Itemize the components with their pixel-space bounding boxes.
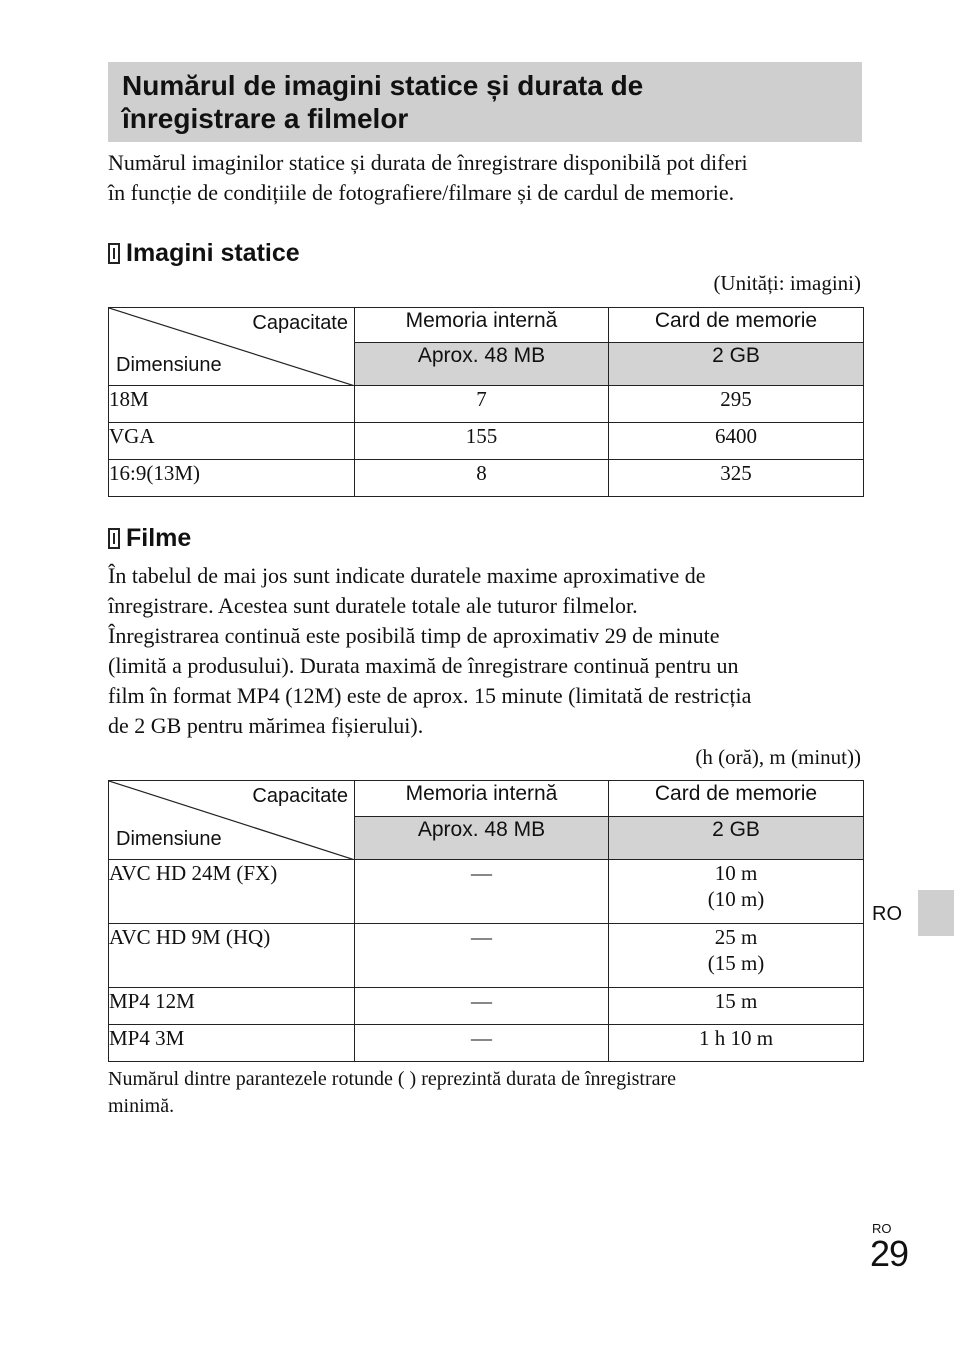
row-internal-value: —: [355, 988, 609, 1025]
section-marker-icon: [108, 528, 120, 549]
table-corner-cell: [109, 308, 355, 386]
table-row: [109, 988, 864, 1025]
table-row: [109, 860, 864, 924]
corner-dimension-label: Dimensiune: [116, 354, 222, 376]
still-images-table: [108, 307, 864, 497]
footnote-line-2: minimă.: [108, 1095, 175, 1117]
movies-heading-text: Filme: [126, 524, 192, 552]
column-subheader-internal: Aprox. 48 MB: [355, 343, 609, 386]
language-side-label: RO: [872, 903, 902, 925]
row-size: AVC HD 9M (HQ): [109, 924, 355, 988]
row-size: 16:9(13M): [109, 460, 355, 497]
corner-capacity-label: Capacitate: [252, 785, 348, 807]
column-header-internal: Memoria internă: [355, 308, 609, 343]
row-size: VGA: [109, 423, 355, 460]
movies-line-3: Înregistrarea continuă este posibilă timp de aproximativ 29 de minute: [108, 623, 720, 648]
corner-capacity-label: Capacitate: [252, 312, 348, 334]
row-internal-value: —: [355, 1025, 609, 1062]
movies-line-4: (limită a produsului). Durata maximă de înregistrare continuă pentru un: [108, 653, 739, 678]
row-card-value: 325: [609, 460, 864, 497]
language-side-tab: [918, 890, 954, 936]
row-size: MP4 3M: [109, 1025, 355, 1062]
row-card-value: 1 h 10 m: [609, 1025, 864, 1062]
row-card-value: 6400: [609, 423, 864, 460]
row-internal-value: —: [355, 924, 609, 988]
row-card-value: 15 m: [609, 988, 864, 1025]
footnote: [108, 1066, 868, 1120]
footnote-line-1: Numărul dintre parantezele rotunde ( ) reprezintă durata de înregistrare: [108, 1068, 677, 1090]
table-row: [109, 423, 864, 460]
row-size: AVC HD 24M (FX): [109, 860, 355, 924]
column-subheader-card: 2 GB: [609, 343, 864, 386]
page-language-code: RO: [872, 1221, 892, 1236]
movies-line-2: înregistrare. Acestea sunt duratele totale ale tuturor filmelor.: [108, 593, 638, 618]
row-card-min-value: (15 m): [707, 951, 765, 975]
corner-dimension-label: Dimensiune: [116, 828, 222, 850]
movies-line-6: de 2 GB pentru mărimea fișierului).: [108, 713, 424, 738]
still-images-heading: [108, 238, 300, 268]
page-title: [108, 62, 862, 142]
row-card-value: 10 m: [714, 861, 758, 885]
page-title-line-1: Numărul de imagini statice și durata de: [122, 70, 644, 101]
row-internal-value: —: [355, 860, 609, 924]
movies-paragraph: [108, 561, 868, 741]
column-header-card: Card de memorie: [609, 781, 864, 817]
row-size: 18M: [109, 386, 355, 423]
row-size: MP4 12M: [109, 988, 355, 1025]
still-images-heading-text: Imagini statice: [126, 239, 300, 267]
intro-line-2: în funcție de condițiile de fotografiere/filmare și de cardul de memorie.: [108, 180, 735, 205]
row-internal-value: 155: [355, 423, 609, 460]
row-card-cell: [609, 860, 864, 924]
row-card-min-value: (10 m): [707, 887, 765, 911]
intro-paragraph: [108, 148, 868, 208]
movies-heading: [108, 523, 191, 553]
column-header-internal: Memoria internă: [355, 781, 609, 817]
row-card-value: 295: [609, 386, 864, 423]
row-card-value: 25 m: [714, 925, 758, 949]
row-card-cell: [609, 924, 864, 988]
movies-line-5: film în format MP4 (12M) este de aprox. 15 minute (limitată de restricția: [108, 683, 752, 708]
page-title-line-2: înregistrare a filmelor: [122, 103, 409, 134]
movies-line-1: În tabelul de mai jos sunt indicate duratele maxime aproximative de: [108, 563, 706, 588]
page-number: 29: [870, 1233, 909, 1274]
column-header-card: Card de memorie: [609, 308, 864, 343]
table-row: [109, 386, 864, 423]
intro-line-1: Numărul imaginilor statice și durata de înregistrare disponibilă pot diferi: [108, 150, 748, 175]
column-subheader-internal: Aprox. 48 MB: [355, 817, 609, 860]
table-row: [109, 924, 864, 988]
movies-unit: (h (oră), m (minut)): [695, 745, 861, 769]
table-row: [109, 1025, 864, 1062]
column-subheader-card: 2 GB: [609, 817, 864, 860]
row-internal-value: 8: [355, 460, 609, 497]
table-corner-cell: [109, 781, 355, 860]
row-internal-value: 7: [355, 386, 609, 423]
still-images-unit: (Unități: imagini): [713, 271, 861, 295]
section-marker-icon: [108, 243, 120, 264]
movies-table: [108, 780, 864, 1062]
table-row: [109, 460, 864, 497]
